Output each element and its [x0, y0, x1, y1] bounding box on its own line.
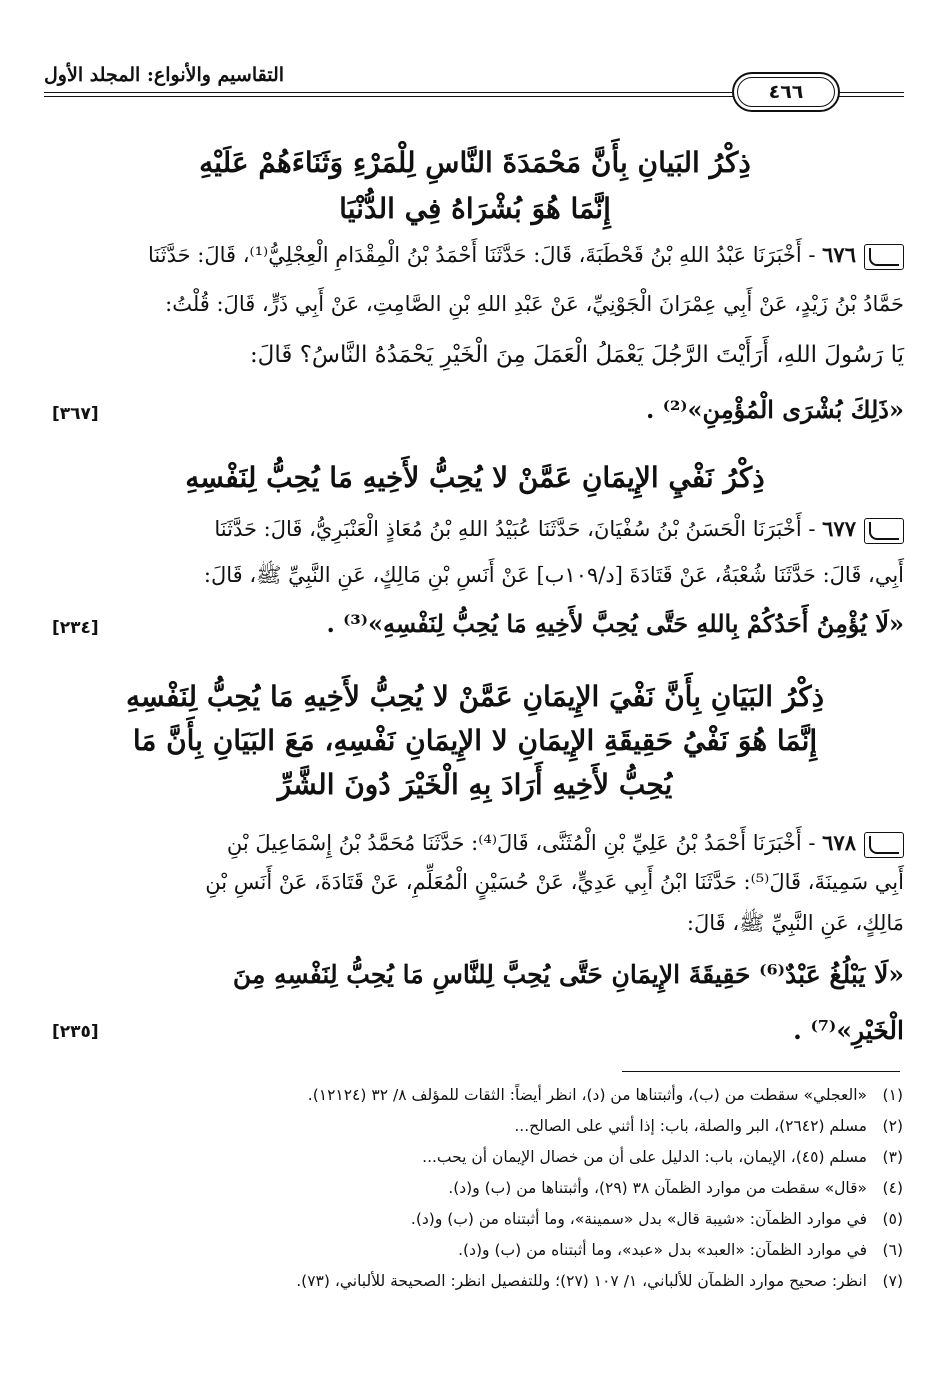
hadith-number: ٦٧٨ — [822, 830, 856, 855]
hadith-line — [214, 516, 904, 544]
footnote-text: في موارد الظمآن: «العبد» بدل «عبد»، وما أثبتناه من (ب) و(د). — [458, 1241, 867, 1259]
heading-line: يُحِبُّ لأَخِيهِ أَرَادَ بِهِ الْخَيْرَ دُونَ الشَّرِّ — [277, 768, 673, 801]
footnote-number: (٣) — [882, 1148, 903, 1166]
footnote — [43, 1235, 903, 1266]
footnote-number: (٧) — [882, 1272, 903, 1290]
hadith-reference: [٢٣٤] — [52, 618, 99, 638]
hadith-number: ٦٧٦ — [822, 242, 856, 267]
footnote-number: (١) — [882, 1086, 903, 1104]
hadith-line: حَمَّادُ بْنُ زَيْدٍ، عَنْ أَبِي عِمْرَانَ الْجَوْنِيِّ، عَنْ عَبْدِ اللهِ بْنِ الصَّامِتِ، عَنْ أَبِي ذَرٍّ، قَالَ: قُلْتُ: — [165, 292, 904, 316]
hadith-number: ٦٧٧ — [822, 516, 856, 541]
hadith-line: أَبِي سَمِينَةَ، قَالَ⁽⁵⁾: حَدَّثَنَا ابْنُ أَبِي عَدِيٍّ، عَنْ حُسَيْنٍ الْمُعَلِّمِ، عَنْ قَتَادَةَ، عَنْ أَنَسِ بْنِ — [205, 870, 904, 894]
footnote-number: (٥) — [882, 1210, 903, 1228]
footnote — [43, 1173, 903, 1204]
footnote — [43, 1204, 903, 1235]
chapter-heading: ذِكْرُ نَفْيِ الإِيمَانِ عَمَّنْ لا يُحِبُّ لأَخِيهِ مَا يُحِبُّ لِنَفْسِهِ — [185, 461, 765, 494]
heading-line: إِنَّمَا هُوَ نَفْيُ حَقِيقَةِ الإِيمَانِ لا الإِيمَانِ نَفْسِهِ، مَعَ البَيَانِ بِأَنَّ مَا — [132, 724, 818, 757]
footnote-number: (٦) — [882, 1241, 903, 1259]
heading-line: إِنَّمَا هُوَ بُشْرَاهُ فِي الدُّنْيَا — [339, 192, 611, 225]
hadith-line — [227, 830, 904, 858]
footnote-text: في موارد الظمآن: «شيبة قال» بدل «سمينة»، وما أثبتناه من (ب) و(د). — [410, 1210, 867, 1228]
isnad-text: - أَخْبَرَنَا عَبْدُ اللهِ بْنُ قَحْطَبَةَ، قَالَ: حَدَّثَنَا أَحْمَدُ بْنُ الْمِقْدَامِ الْعِجْلِيُّ⁽¹⁾، قَالَ: حَدَّثَنَا — [147, 243, 816, 267]
hadith-line — [148, 242, 904, 270]
footnote-separator — [622, 1071, 900, 1072]
heading-line: ذِكْرُ البَيَانِ بِأَنَّ نَفْيَ الإِيمَانِ عَمَّنْ لا يُحِبُّ لأَخِيهِ مَا يُحِبُّ لِنَفْسِهِ — [125, 680, 825, 713]
page-number: ٤٦٦ — [737, 77, 835, 107]
page-header — [44, 58, 904, 116]
matn-line: يَا رَسُولَ اللهِ، أَرَأَيْتَ الرَّجُلَ يَعْمَلُ الْعَمَلَ مِنَ الْخَيْرِ يَحْمَدُهُ النَّاسُ؟ قَالَ: — [249, 342, 904, 368]
matn-line: الْخَيْرِ»⁽⁷⁾ . — [793, 1016, 904, 1045]
footnote-text: «قال» سقطت من موارد الظمآن ٣٨ (٢٩)، وأثبتناها من (ب) و(د). — [448, 1179, 867, 1197]
footnote-text: «العجلي» سقطت من (ب)، وأثبتناها من (د)، انظر أيضاً: الثقات للمؤلف ٨/ ٣٢ (١٢١٢٤). — [307, 1086, 867, 1104]
hadith-marker-icon — [864, 244, 904, 270]
hadith-reference: [٣٦٧] — [52, 404, 99, 424]
footnote — [43, 1266, 903, 1297]
footnote-number: (٤) — [882, 1179, 903, 1197]
isnad-text: - أَخْبَرَنَا الْحَسَنُ بْنُ سُفْيَانَ، حَدَّثَنَا عُبَيْدُ اللهِ بْنُ مُعَاذٍ الْعَنْبَرِيُّ، قَالَ: حَدَّثَنَا — [214, 517, 816, 541]
footnote — [43, 1142, 903, 1173]
chapter-heading — [80, 675, 870, 807]
hadith-line: أَبِي، قَالَ: حَدَّثَنَا شُعْبَةُ، عَنْ قَتَادَةَ [د/١٠٩ب] عَنْ أَنَسِ بْنِ مَالِكٍ، عَنِ النَّبِيِّ ﷺ، قَالَ: — [203, 563, 904, 587]
footnote — [43, 1080, 903, 1111]
running-title: التقاسيم والأنواع: المجلد الأول — [44, 64, 285, 86]
heading-line: ذِكْرُ البَيانِ بِأَنَّ مَحْمَدَةَ النَّاسِ لِلْمَرْءِ وَثَنَاءَهُمْ عَلَيْهِ — [199, 146, 751, 179]
footnote-text: انظر: صحيح موارد الظمآن للألباني، ١/ ١٠٧ (٢٧)؛ وللتفصيل انظر: الصحيحة للألباني، (٧٣). — [296, 1272, 867, 1290]
hadith-marker-icon — [864, 518, 904, 544]
footnote — [43, 1111, 903, 1142]
header-rule-right-2 — [838, 96, 904, 97]
hadith-reference: [٢٣٥] — [52, 1022, 99, 1042]
footnotes — [43, 1080, 903, 1297]
header-rule-right — [838, 92, 904, 93]
footnote-text: مسلم (٤٥)، الإيمان، باب: الدليل على أن من خصال الإيمان أن يحب... — [422, 1148, 867, 1166]
footnote-number: (٢) — [882, 1117, 903, 1135]
matn-line: «ذَلِكَ بُشْرَى الْمُؤْمِنِ»⁽²⁾ . — [646, 395, 904, 424]
header-rule-left — [44, 92, 734, 93]
matn-line: «لَا يُؤْمِنُ أَحَدُكُمْ بِاللهِ حَتَّى يُحِبَّ لأَخِيهِ مَا يُحِبُّ لِنَفْسِهِ»⁽³⁾ . — [326, 609, 904, 638]
header-rule-left-2 — [44, 96, 734, 97]
chapter-heading — [80, 140, 870, 232]
matn-line: «لَا يَبْلُغُ عَبْدٌ⁽⁶⁾ حَقِيقَةَ الإِيمَانِ حَتَّى يُحِبَّ لِلنَّاسِ مَا يُحِبُّ لِنَفْسِهِ مِنَ — [232, 960, 904, 989]
hadith-line: مَالِكٍ، عَنِ النَّبِيِّ ﷺ، قَالَ: — [686, 911, 904, 935]
isnad-text: - أَخْبَرَنَا أَحْمَدُ بْنُ عَلِيِّ بْنِ الْمُثَنَّى، قَالَ⁽⁴⁾: حَدَّثَنَا مُحَمَّدُ بْنُ إِسْمَاعِيلَ بْنِ — [226, 831, 816, 855]
hadith-marker-icon — [864, 832, 904, 858]
footnote-text: مسلم (٢٦٤٢)، البر والصلة، باب: إذا أثني على الصالح... — [514, 1117, 867, 1135]
page-number-frame — [732, 72, 840, 112]
